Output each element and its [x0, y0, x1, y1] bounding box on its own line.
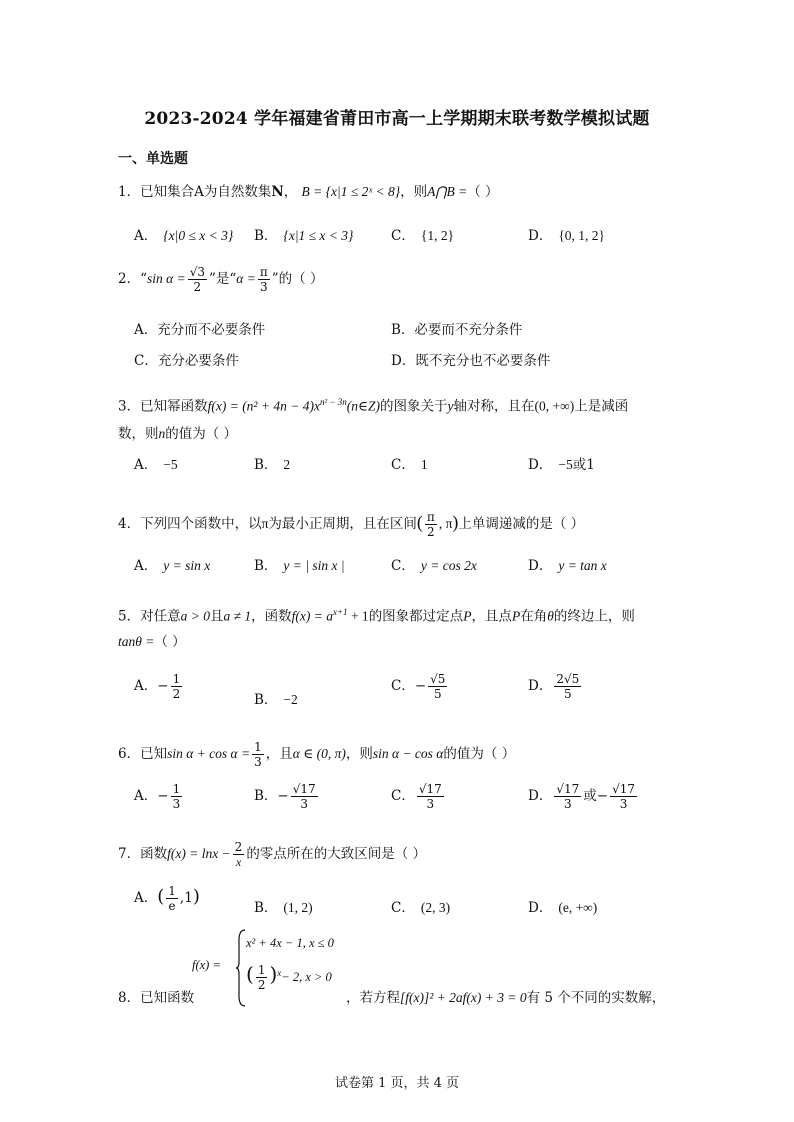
question-1: 1．已知集合A为自然数集N， B = {x|1 ≤ 2ˣ < 8}，则A⋂B =（ ） — [118, 184, 499, 200]
option-label: B． — [254, 692, 278, 708]
q3-text: 3．已知幂函数 — [118, 398, 208, 415]
q1-text: ，则 — [400, 184, 428, 200]
frac-num: 1 — [172, 782, 181, 796]
q4-interval-tail: , π — [438, 516, 453, 531]
frac-den: 2 — [193, 280, 202, 294]
option-fraction — [291, 782, 318, 811]
frac-den: 3 — [254, 755, 262, 769]
q6-target: sin α − cos α — [372, 746, 444, 761]
option-label: D． — [528, 457, 553, 473]
q5-text: ，且点 — [471, 608, 512, 625]
frac-num: 2 — [234, 840, 243, 854]
option-fraction — [417, 782, 444, 811]
frac-den: 3 — [426, 797, 435, 811]
option-label: A． — [134, 228, 158, 244]
frac-den: 3 — [619, 797, 628, 811]
option-value: 1 — [420, 457, 428, 472]
option-label: B． — [254, 900, 278, 916]
q4-option-c[interactable] — [391, 556, 477, 576]
q1-set-b: B = {x|1 ≤ 2ˣ < 8} — [301, 184, 401, 199]
option-value: −5 — [558, 457, 573, 472]
q4-text: 为最小正周期，且在区间 — [268, 516, 417, 532]
option-label: C． — [391, 900, 415, 916]
option-label: B． — [254, 457, 278, 473]
q6-expr: sin α + cos α = — [167, 746, 251, 761]
q3-text: 轴对称，且在 — [453, 398, 535, 415]
question-8 — [118, 988, 194, 1008]
option-label: B． — [254, 788, 278, 804]
q7-text: 的零点所在的大致区间是（ ） — [246, 846, 427, 862]
q5-text: 5．对任意 — [118, 608, 181, 625]
question-7 — [118, 840, 426, 869]
q2-mid: ”是“ — [208, 271, 237, 287]
q7-option-d[interactable] — [528, 898, 597, 918]
q8-text: ，若方程 — [346, 990, 400, 1006]
q6-text: ，则 — [345, 746, 373, 762]
q1-option-b[interactable] — [254, 226, 353, 246]
option-label: A． — [134, 788, 158, 804]
q1-expr: A⋂B = — [427, 184, 468, 199]
frac-den: 5 — [433, 687, 442, 701]
q4-interval-fraction — [425, 510, 437, 539]
frac-den: 3 — [563, 797, 572, 811]
page-footer: 试卷第 1 页，共 4 页 — [334, 1076, 460, 1091]
q7-option-c[interactable] — [391, 898, 450, 918]
q2-option-a[interactable]: A．充分而不必要条件 — [134, 322, 266, 338]
option-value: {1, 2} — [420, 228, 455, 243]
option-fraction — [554, 672, 581, 701]
q8-brace — [236, 928, 246, 1008]
option-label: C． — [391, 678, 415, 694]
q8-equation: [f(x)]² + 2af(x) + 3 = 0 — [400, 990, 527, 1005]
frac-num: π — [426, 510, 435, 524]
option-label: D． — [528, 228, 553, 244]
q7-text: 7．函数 — [118, 846, 168, 862]
frac-num: √17 — [418, 782, 442, 796]
frac-num: 1 — [257, 963, 266, 978]
q2-prefix: 2．“ — [118, 271, 147, 287]
frac-num: 2√5 — [556, 672, 580, 686]
q3-text: 的图象关于 — [379, 398, 448, 415]
q8-text: 8．已知函数 — [118, 990, 195, 1006]
q6-option-b[interactable] — [254, 782, 320, 811]
q6-fraction — [252, 740, 264, 769]
q2-fraction-1 — [188, 265, 207, 294]
q5-text: 在角 — [520, 608, 548, 625]
q3-nvar: n — [158, 426, 166, 441]
q8-case2-fraction — [256, 963, 268, 992]
frac-num: √5 — [430, 672, 446, 686]
frac-num: π — [259, 265, 268, 279]
frac-den: e — [168, 899, 176, 913]
option-label: C． — [391, 788, 415, 804]
q7-fraction — [233, 840, 245, 869]
question-4: 4．下列四个函数中，以π为最小正周期，且在区间( $\frac{\pi}{2}$ , π)上单调递减的是（ ） — [118, 510, 585, 539]
frac-den: x — [235, 855, 242, 869]
option-value: {0, 1, 2} — [558, 228, 606, 243]
question-5 — [118, 602, 635, 627]
option-label: C． — [391, 228, 415, 244]
q1-option-a[interactable] — [134, 226, 233, 246]
section-heading: 一、单选题 — [118, 151, 188, 167]
q3-option-b[interactable] — [254, 455, 290, 475]
q5-cond1: a > 0 — [180, 608, 210, 624]
q3-text: 上是减函 — [574, 398, 629, 415]
option-sign: − — [157, 678, 169, 694]
q3-option-a[interactable] — [134, 455, 178, 475]
option-label: C． — [391, 558, 415, 574]
q3-text: 数，则 — [118, 426, 159, 442]
option-value: 2 — [283, 457, 291, 472]
q8-piecewise-lhs — [192, 952, 221, 978]
q4-option-a[interactable] — [134, 556, 210, 576]
question-8-tail — [346, 988, 665, 1008]
q3-function: f(x) = (n² + 4n − 4)x — [207, 398, 320, 414]
q3-interval: (0, +∞) — [534, 398, 575, 414]
option-fraction — [171, 672, 183, 701]
option-fraction — [428, 672, 447, 701]
q6-option-d[interactable] — [528, 782, 639, 811]
q3-option-d[interactable] — [528, 455, 595, 475]
frac-den: 5 — [563, 687, 572, 701]
q8-text: 有 5 个不同的实数解， — [526, 990, 666, 1006]
q4-text: 上单调递减的是（ ） — [458, 516, 585, 532]
q3-condition: (n∈Z) — [346, 398, 380, 414]
frac-den: 3 — [300, 797, 309, 811]
option-value: −2 — [283, 692, 298, 707]
option-sign: − — [414, 678, 427, 694]
option-value: y = tan x — [558, 558, 607, 573]
option-fraction — [166, 884, 178, 913]
frac-den: 3 — [260, 280, 268, 294]
option-label: A． — [134, 457, 158, 473]
q6-text: 的值为（ ） — [443, 746, 516, 762]
option-label: A． — [134, 558, 158, 574]
q4-text: 4．下列四个函数中，以 — [118, 516, 262, 532]
option-sign: − — [277, 788, 289, 804]
q5-exponent: x+1 — [332, 607, 348, 617]
q5-theta: θ — [547, 608, 554, 624]
frac-num: 1 — [168, 884, 176, 898]
q4-pi: π — [261, 516, 269, 531]
q3-exponent: n² − 3n — [319, 397, 347, 407]
option-label: A． — [134, 890, 158, 906]
frac-num: √17 — [556, 782, 580, 796]
option-value-tail: ,1 — [179, 890, 193, 906]
option-label: A． — [134, 678, 158, 694]
q5-option-d[interactable] — [528, 672, 583, 701]
option-fraction — [610, 782, 637, 811]
option-value-tail: 或1 — [572, 457, 595, 473]
q5-text: 的终边上，则 — [553, 608, 635, 625]
question-3 — [118, 392, 628, 417]
frac-num: √17 — [292, 782, 316, 796]
option-sign: − — [596, 788, 609, 804]
option-value: {x|1 ≤ x < 3} — [283, 228, 354, 243]
question-3-line-2 — [118, 424, 237, 444]
q2-option-c[interactable]: C．充分必要条件 — [134, 353, 239, 369]
q5-text: 的图象都过定点 — [368, 608, 464, 625]
option-value: −5 — [163, 457, 178, 472]
question-2 — [118, 265, 323, 294]
q3-text: 的值为（ ） — [165, 426, 238, 442]
frac-den: 2 — [172, 687, 181, 701]
q6-text: ，且 — [265, 746, 293, 762]
q2-option-b[interactable]: B．必要而不充分条件 — [391, 322, 523, 338]
option-label: D． — [528, 678, 553, 694]
q2-lhs: sin α = — [147, 271, 186, 286]
q4-option-b[interactable] — [254, 556, 345, 576]
frac-num: 1 — [172, 672, 181, 686]
q5-function-tail: + 1 — [347, 608, 369, 624]
q5-option-b[interactable] — [254, 690, 298, 710]
q8-fx: f(x) = — [192, 958, 221, 972]
option-label: B． — [254, 228, 278, 244]
q7-option-b[interactable] — [254, 898, 313, 918]
q4-option-d[interactable] — [528, 556, 607, 576]
option-label: C． — [391, 457, 415, 473]
q6-text: 6．已知 — [118, 746, 168, 762]
option-or: 或 — [583, 788, 597, 804]
q8-case-2: ( $\frac{1}{2}$ )$^x$− 2, x > 0 — [246, 962, 332, 993]
frac-num: 1 — [254, 740, 262, 754]
q7-option-a[interactable]: A．( $\frac{1}{e}$ ,1) — [134, 884, 200, 913]
q1-option-d[interactable] — [528, 226, 605, 246]
frac-den: 2 — [427, 525, 435, 539]
q1-paren: （ ） — [467, 184, 499, 200]
q3-yvar: y — [447, 398, 454, 414]
q5-option-a[interactable] — [134, 672, 184, 701]
frac-den: 3 — [172, 797, 181, 811]
q2-lhs2: α = — [236, 271, 256, 286]
option-label: D． — [528, 900, 553, 916]
q5-function: f(x) = a — [291, 608, 333, 624]
q5-option-c[interactable] — [391, 672, 449, 701]
q1-option-c[interactable] — [391, 226, 454, 246]
option-value: y = | sin x | — [283, 558, 345, 573]
q2-fraction-2 — [258, 265, 270, 294]
frac-den: 2 — [257, 978, 266, 993]
q5-paren: （ ） — [154, 634, 186, 650]
page-title: 2023-2024 学年福建省莆田市高一上学期期末联考数学模拟试题 — [144, 109, 650, 129]
q5-text: 且 — [209, 608, 224, 625]
q8-case2-tail: − 2, x > 0 — [281, 970, 332, 985]
q5-tan: tanθ = — [118, 634, 155, 649]
q7-function: f(x) = lnx − — [167, 846, 231, 861]
option-sign: − — [157, 788, 169, 804]
option-label: D． — [528, 558, 553, 574]
q8-case-1: x² + 4x − 1, x ≤ 0 — [246, 936, 334, 950]
option-value: (2, 3) — [420, 900, 451, 915]
option-fraction — [171, 782, 183, 811]
q2-suffix: ”的（ ） — [271, 271, 324, 287]
q5-cond2: a ≠ 1 — [223, 608, 252, 624]
option-value: (e, +∞) — [558, 900, 598, 915]
q5-point: P — [511, 608, 521, 624]
frac-num: √3 — [189, 265, 205, 279]
q1-stem: 1．已知集合A为自然数集 — [118, 184, 272, 200]
option-fraction — [554, 782, 581, 811]
q6-option-a[interactable] — [134, 782, 184, 811]
frac-num: √17 — [612, 782, 635, 796]
q3-option-c[interactable] — [391, 455, 428, 475]
q6-option-c[interactable] — [391, 782, 446, 811]
option-value: y = cos 2x — [420, 558, 477, 573]
q1-set-symbol: N — [271, 184, 284, 200]
option-value: (1, 2) — [283, 900, 313, 915]
brace-icon — [236, 928, 246, 1008]
q8-case2-exponent: x — [277, 968, 282, 978]
q5-point: P — [463, 608, 472, 624]
question-5-line-2 — [118, 632, 186, 652]
q2-option-d[interactable]: D．既不充分也不必要条件 — [391, 353, 551, 369]
option-value: {x|0 ≤ x < 3} — [163, 228, 234, 243]
question-6 — [118, 740, 515, 769]
option-label: B． — [254, 558, 278, 574]
q5-text: ，函数 — [251, 608, 292, 625]
option-value: y = sin x — [163, 558, 211, 573]
q6-cond: α ∈ (0, π) — [292, 746, 346, 761]
option-label: D． — [528, 788, 553, 804]
